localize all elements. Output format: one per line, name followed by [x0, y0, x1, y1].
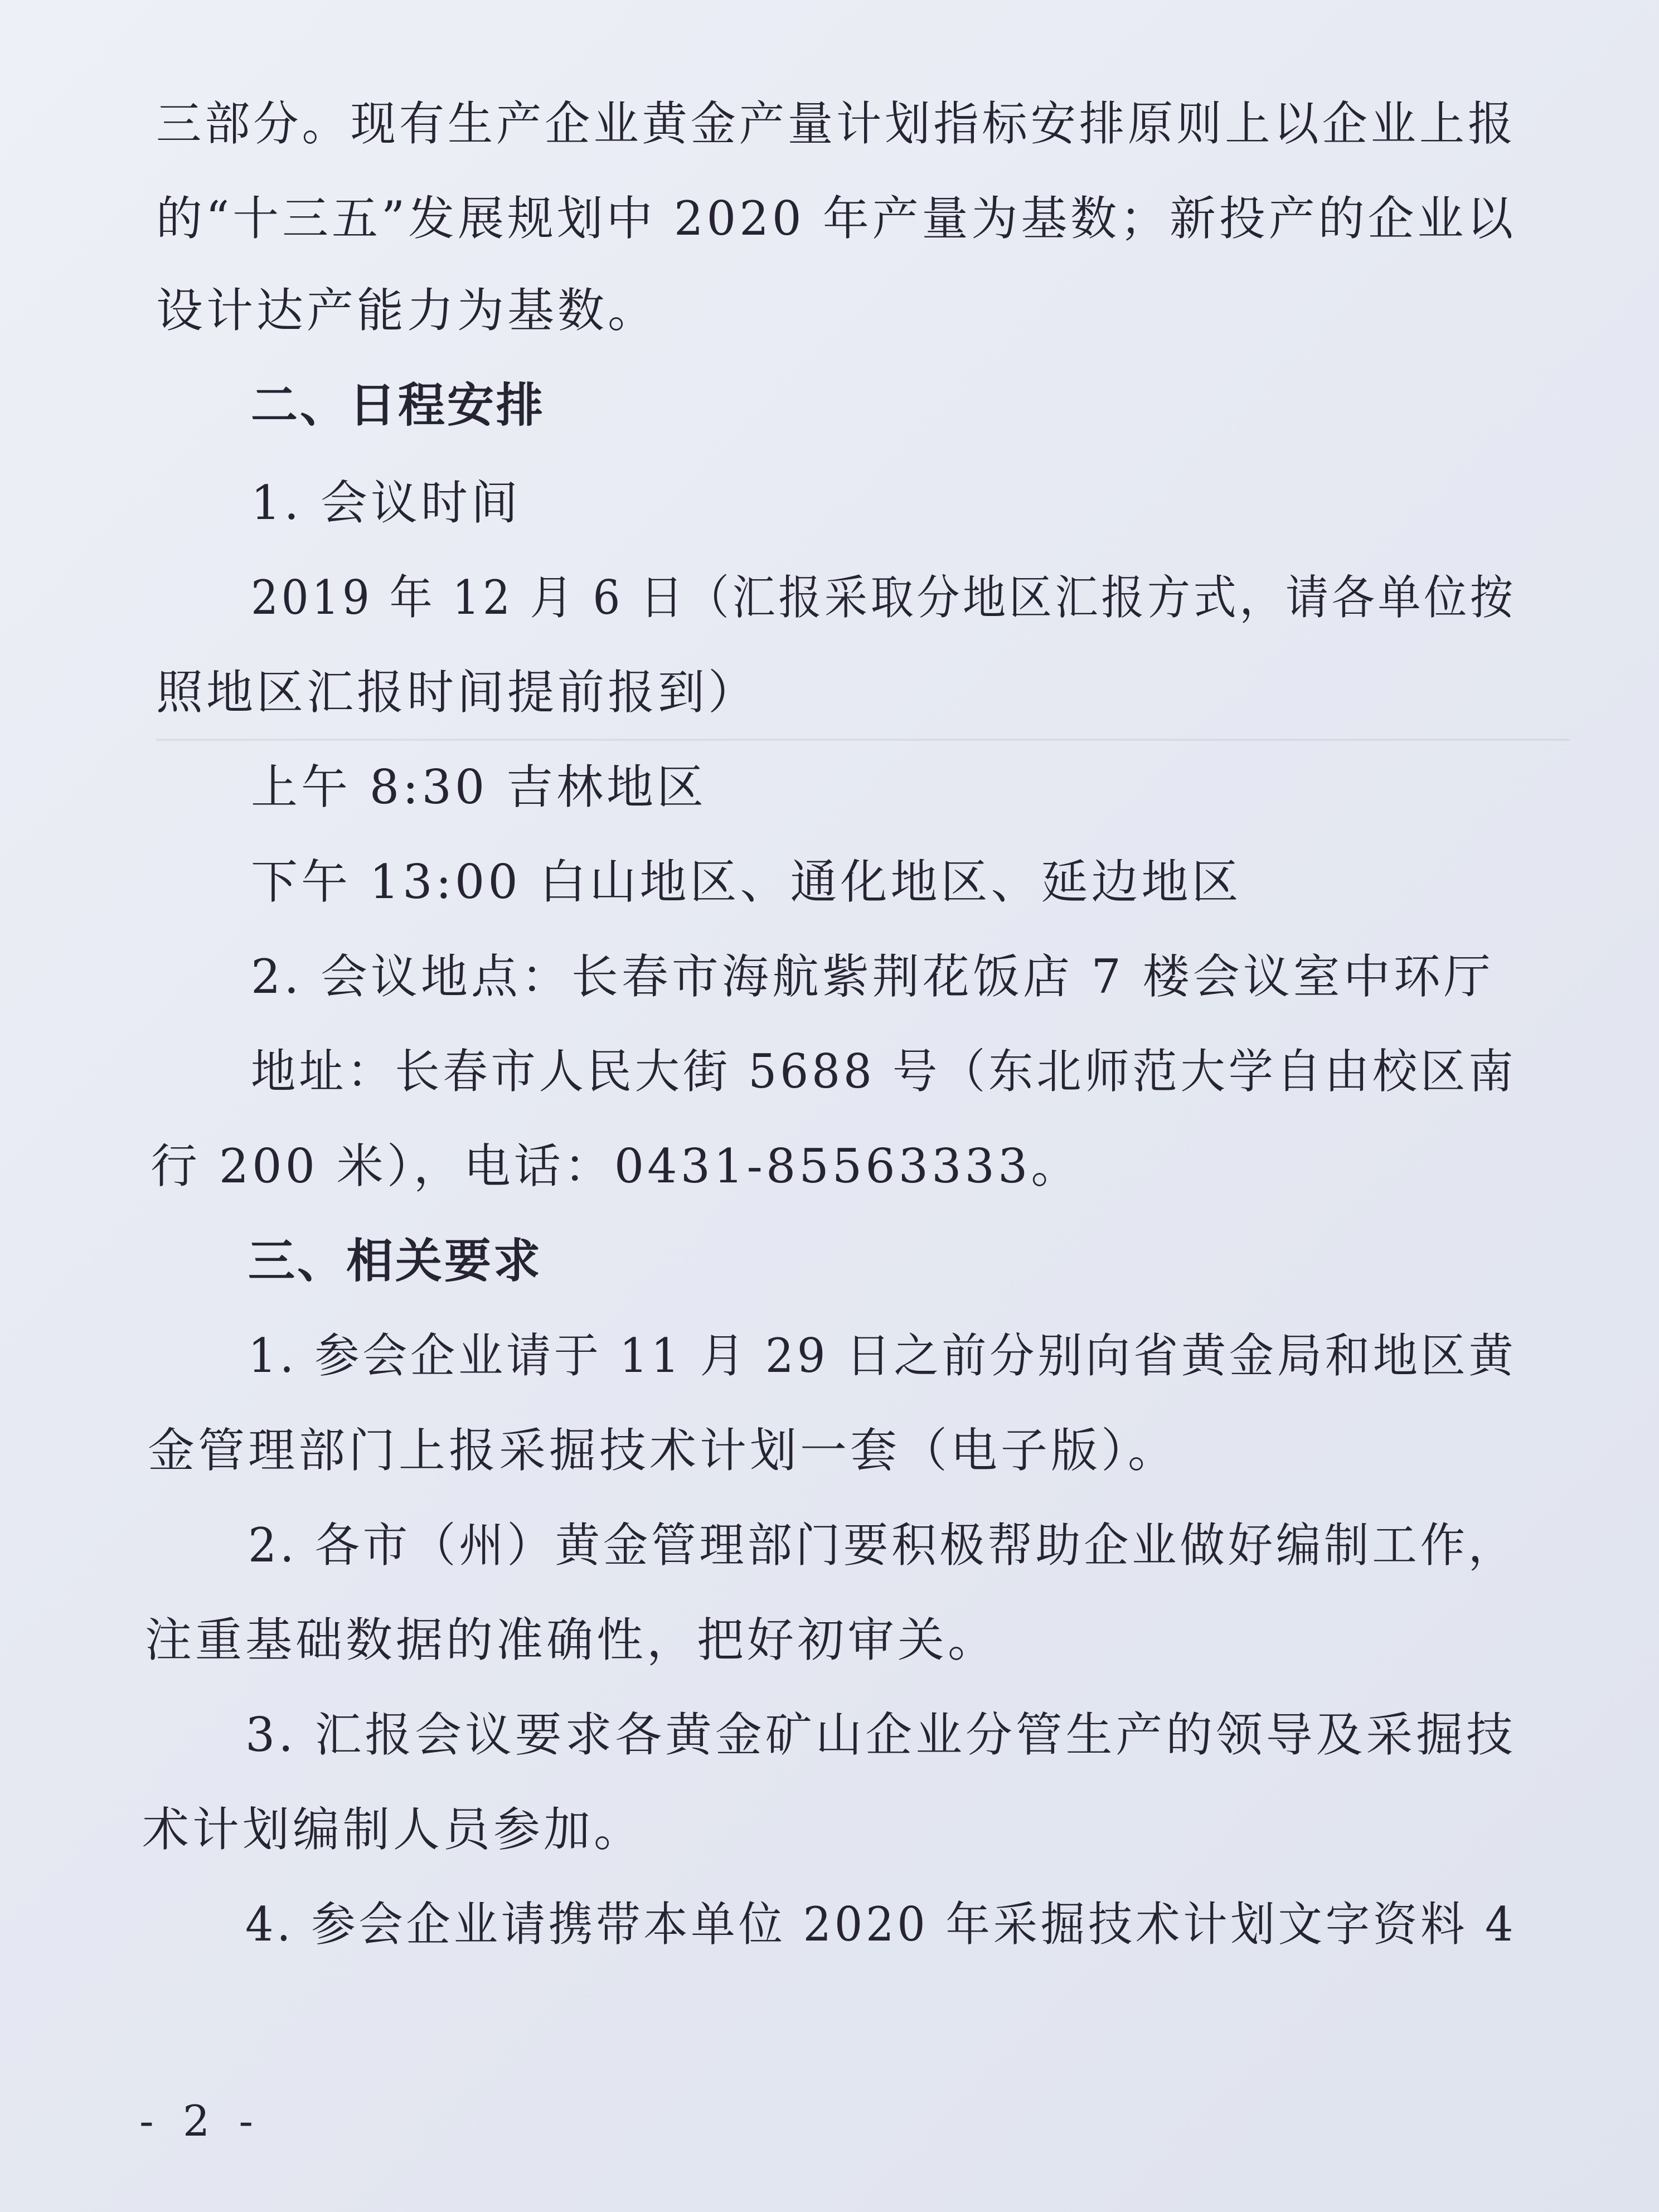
body-line-date-cont: 照地区汇报时间提前报到）	[156, 665, 759, 720]
requirement-1-cont: 金管理部门上报采掘技术计划一套（电子版）。	[148, 1423, 1178, 1478]
body-line-afternoon: 下午 13:00 白山地区、通化地区、延边地区	[251, 855, 1242, 909]
body-line-address-cont: 行 200 米），电话：0431-85563333。	[151, 1139, 1081, 1194]
body-line-3: 设计达产能力为基数。	[156, 283, 658, 338]
body-line-address: 地址：长春市人民大街 5688 号（东北师范大学自由校区南	[251, 1044, 1517, 1099]
requirement-3-cont: 术计划编制人员参加。	[142, 1802, 644, 1857]
body-line-2: 的“十三五”发展规划中 2020 年产量为基数；新投产的企业以	[156, 191, 1517, 246]
requirement-2-cont: 注重基础数据的准确性，把好初审关。	[145, 1613, 998, 1667]
subheading-meeting-time: 1. 会议时间	[251, 476, 521, 530]
requirement-3: 3. 汇报会议要求各黄金矿山企业分管生产的领导及采掘技	[245, 1707, 1516, 1762]
body-line-morning: 上午 8:30 吉林地区	[251, 760, 707, 814]
section-heading-schedule: 二、日程安排	[251, 378, 546, 433]
bleed-through-rule	[156, 739, 1570, 741]
body-line-date: 2019 年 12 月 6 日（汇报采取分地区汇报方式，请各单位按	[251, 570, 1516, 625]
requirement-4: 4. 参会企业请携带本单位 2020 年采掘技术计划文字资料 4	[245, 1897, 1517, 1952]
page-number: - 2 -	[139, 2096, 261, 2146]
section-heading-requirements: 三、相关要求	[248, 1234, 543, 1288]
body-line-1: 三部分。现有生产企业黄金产量计划指标安排原则上以企业上报	[156, 96, 1517, 151]
subheading-meeting-location: 2. 会议地点：长春市海航紫荆花饭店 7 楼会议室中环厅	[251, 949, 1494, 1004]
requirement-1: 1. 参会企业请于 11 月 29 日之前分别向省黄金局和地区黄	[248, 1328, 1517, 1383]
requirement-2: 2. 各市（州）黄金管理部门要积极帮助企业做好编制工作，	[248, 1518, 1516, 1573]
